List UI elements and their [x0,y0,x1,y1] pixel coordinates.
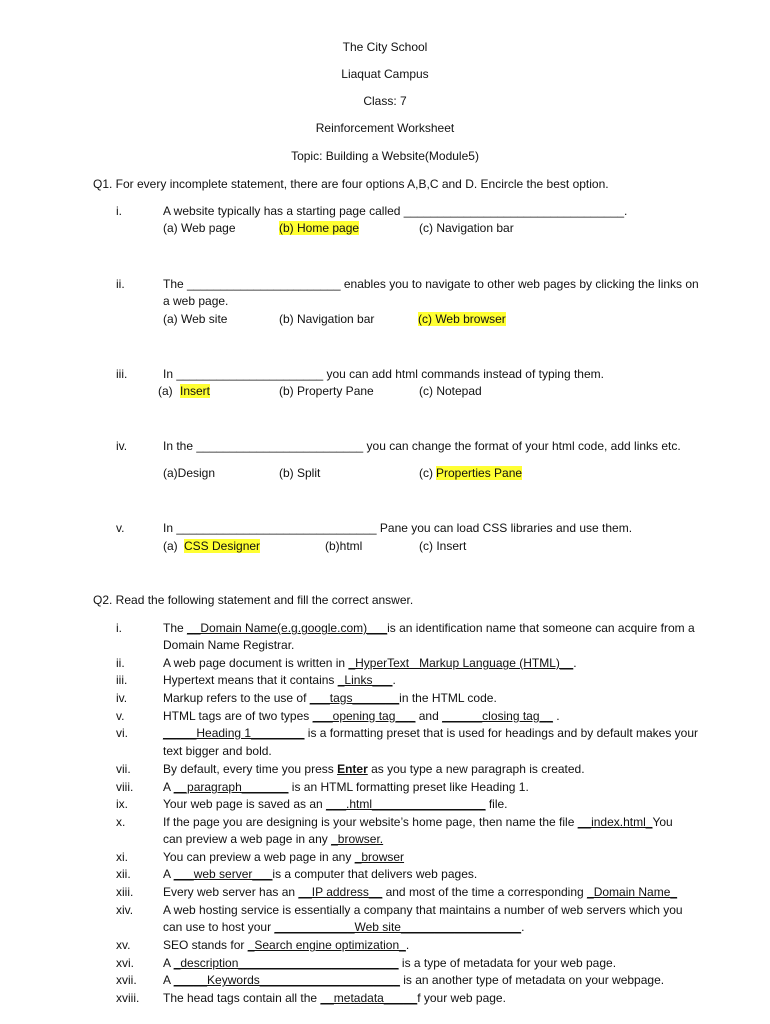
q2-text-part: is an another type of metadata on your webpage. [399,973,665,987]
q2-text-part: A web page document is written in [163,656,349,670]
q2-text-part: text bigger and bold. [163,744,272,758]
q2-item-text [163,656,577,670]
q2-text-part: By default, every time you press [163,762,338,776]
q2-bold-keyword: Enter [337,762,368,776]
q1-option-a: (a) Web page [163,221,236,235]
q2-text-part: . [392,673,396,687]
q2-answer: ___.html_________________ [326,797,486,811]
q1-item-question: In ______________________ you can add html commands instead of typing them. [163,367,604,381]
q1-item-number: v. [116,521,125,535]
q2-instruction: Q2. Read the following statement and fill the correct answer. [93,593,414,607]
q2-answer: _____Keywords_____________________ [173,973,400,987]
q2-text-part: The head tags contain all the [163,991,321,1005]
q2-item-text [163,850,404,864]
q2-answer: ___web server___ [173,867,273,881]
q2-text-part: is an HTML formatting preset like Heading 1. [288,780,529,794]
q2-text-part: file. [485,797,508,811]
q1-item-question: In the _________________________ you can change the format of your html code, add links etc. [163,439,681,453]
q2-item-number: viii. [116,780,134,794]
q1-option-c-highlighted: (c) Web browser [418,312,506,326]
q2-item-text [163,621,695,635]
q1-option-a-highlighted: CSS Designer [184,539,261,553]
q2-answer: _browser. [331,832,384,846]
q2-answer: _Links___ [337,673,393,687]
q2-answer: __Domain Name(e.g.google.com)___ [187,621,388,635]
q1-item-number: iii. [116,367,128,381]
q1-option-b: (b) Property Pane [279,384,374,398]
q2-text-part: You can preview a web page in any [163,850,355,864]
campus-name: Liaquat Campus [341,67,429,81]
q2-item-number: xiv. [116,903,134,917]
q2-answer: __paragraph_______ [173,780,289,794]
q2-text-part: and [415,709,443,723]
q2-item-number: xi. [116,850,128,864]
q2-text-part: Hypertext means that it contains [163,673,338,687]
q2-text-part: is a computer that delivers web pages. [272,867,478,881]
q2-item-number: ix. [116,797,128,811]
q2-answer: _description________________________ [173,956,399,970]
q2-item-number: xv. [116,938,131,952]
q2-answer: _Domain Name_ [587,885,678,899]
q2-item-number: xii. [116,867,131,881]
q2-text-part: A [163,956,174,970]
q1-option-a: (a) Web site [163,312,228,326]
q2-text-part: can preview a web page in any [163,832,332,846]
q2-item-text-cont [163,920,524,934]
q2-item-text [163,726,698,740]
q1-option-c: (c) Insert [419,539,467,553]
q2-text-part: Your web page is saved as an [163,797,327,811]
q2-text-part: f your web page. [417,991,506,1005]
q2-text-part: The [163,621,188,635]
q2-item-text [163,815,673,829]
q2-item-number: xiii. [116,885,134,899]
q1-option-a-highlighted: Insert [180,384,211,398]
topic-label: Topic: Building a Website(Module5) [291,149,479,163]
q2-text-part: Every web server has an [163,885,299,899]
q2-answer: ______closing tag__ [442,709,553,723]
q2-item-text [163,867,477,881]
q1-option-b: (b) Split [279,466,321,480]
q2-text-part: HTML tags are of two types [163,709,313,723]
q2-item-text [163,956,616,970]
q2-text-part: You [652,815,673,829]
q2-answer: __metadata_____ [320,991,418,1005]
q2-item-number: iii. [116,673,128,687]
q1-option-a-prefix: (a) [158,384,173,398]
q2-text-part: in the HTML code. [399,691,497,705]
q2-answer: ___opening tag___ [312,709,416,723]
q2-item-text [163,797,508,811]
q2-text-part: A [163,867,174,881]
q2-answer: __index.html_ [577,815,653,829]
q1-item-question: A website typically has a starting page called _________________________________. [163,204,628,218]
q2-text-part: SEO stands for [163,938,248,952]
q2-answer: _Search engine optimization_ [247,938,406,952]
q2-text-part: A [163,780,174,794]
q2-answer: _browser [354,850,405,864]
q2-item-text [163,991,506,1005]
q2-item-text [163,762,585,776]
q1-option-c-prefix: (c) [419,466,433,480]
q2-item-number: xvi. [116,956,134,970]
q2-item-text [163,903,683,917]
q2-text-part: Domain Name Registrar. [163,638,295,652]
q1-item-number: iv. [116,439,128,453]
q1-option-b: (b)html [325,539,363,553]
class-label: Class: 7 [363,94,407,108]
q2-item-text-cont [163,744,272,758]
q2-item-text [163,780,529,794]
q1-option-c-highlighted: Properties Pane [436,466,523,480]
q1-option-a: (a)Design [163,466,216,480]
q2-item-text [163,973,664,987]
q2-answer: __IP address__ [298,885,383,899]
q2-item-number: xviii. [116,991,140,1005]
q2-item-text [163,673,396,687]
q2-item-number: iv. [116,691,128,705]
q2-item-number: vii. [116,762,131,776]
worksheet-title: Reinforcement Worksheet [315,121,455,135]
q2-text-part: and most of the time a corresponding [382,885,588,899]
q1-item-question-cont: a web page. [163,294,229,308]
q2-answer: ____________Web site__________________ [274,920,522,934]
q1-option-b-highlighted: (b) Home page [279,221,360,235]
q2-item-number: ii. [116,656,125,670]
q2-answer: _HyperText Markup Language (HTML)__ [348,656,574,670]
q2-text-part: . [552,709,560,723]
q2-text-part: A web hosting service is essentially a company that maintains a number of web servers which you [163,903,683,917]
q2-text-part: A [163,973,174,987]
q2-text-part: as you type a new paragraph is created. [367,762,585,776]
q2-text-part: can use to host your [163,920,275,934]
q1-item-number: ii. [116,277,125,291]
q1-option-c: (c) Navigation bar [419,221,514,235]
q2-item-text [163,691,497,705]
q2-item-number: i. [116,621,122,635]
q1-item-number: i. [116,204,122,218]
q2-item-number: v. [116,709,125,723]
q2-item-text [163,885,677,899]
q2-text-part: . [573,656,577,670]
q2-text-part: If the page you are designing is your website’s home page, then name the file [163,815,578,829]
q2-text-part: is a type of metadata for your web page. [398,956,617,970]
q1-instruction: Q1. For every incomplete statement, there are four options A,B,C and D. Encircle the best option. [93,177,609,191]
q2-text-part: is a formatting preset that is used for headings and by default makes your [304,726,699,740]
q2-item-text-cont [163,832,383,846]
q2-item-number: xvii. [116,973,137,987]
q2-item-number: vi. [116,726,128,740]
q2-answer: ___tags_______ [309,691,400,705]
q1-option-c: (c) Notepad [419,384,482,398]
q2-text-part: is an identification name that someone can acquire from a [387,621,695,635]
q1-item-question: The _______________________ enables you to navigate to other web pages by clicking the links on [163,277,699,291]
q1-option-a-prefix: (a) [163,539,178,553]
q2-item-text [163,938,409,952]
q2-answer: _____Heading 1________ [163,726,305,740]
q1-option-b: (b) Navigation bar [279,312,375,326]
q1-item-question: In ______________________________ Pane you can load CSS libraries and use them. [163,521,633,535]
q2-item-text-cont [163,638,294,652]
q2-text-part: Markup refers to the use of [163,691,310,705]
q2-item-number: x. [116,815,126,829]
school-name: The City School [342,40,428,54]
q2-item-text [163,709,560,723]
q2-text-part: . [405,938,410,952]
q2-text-part: . [521,920,525,934]
